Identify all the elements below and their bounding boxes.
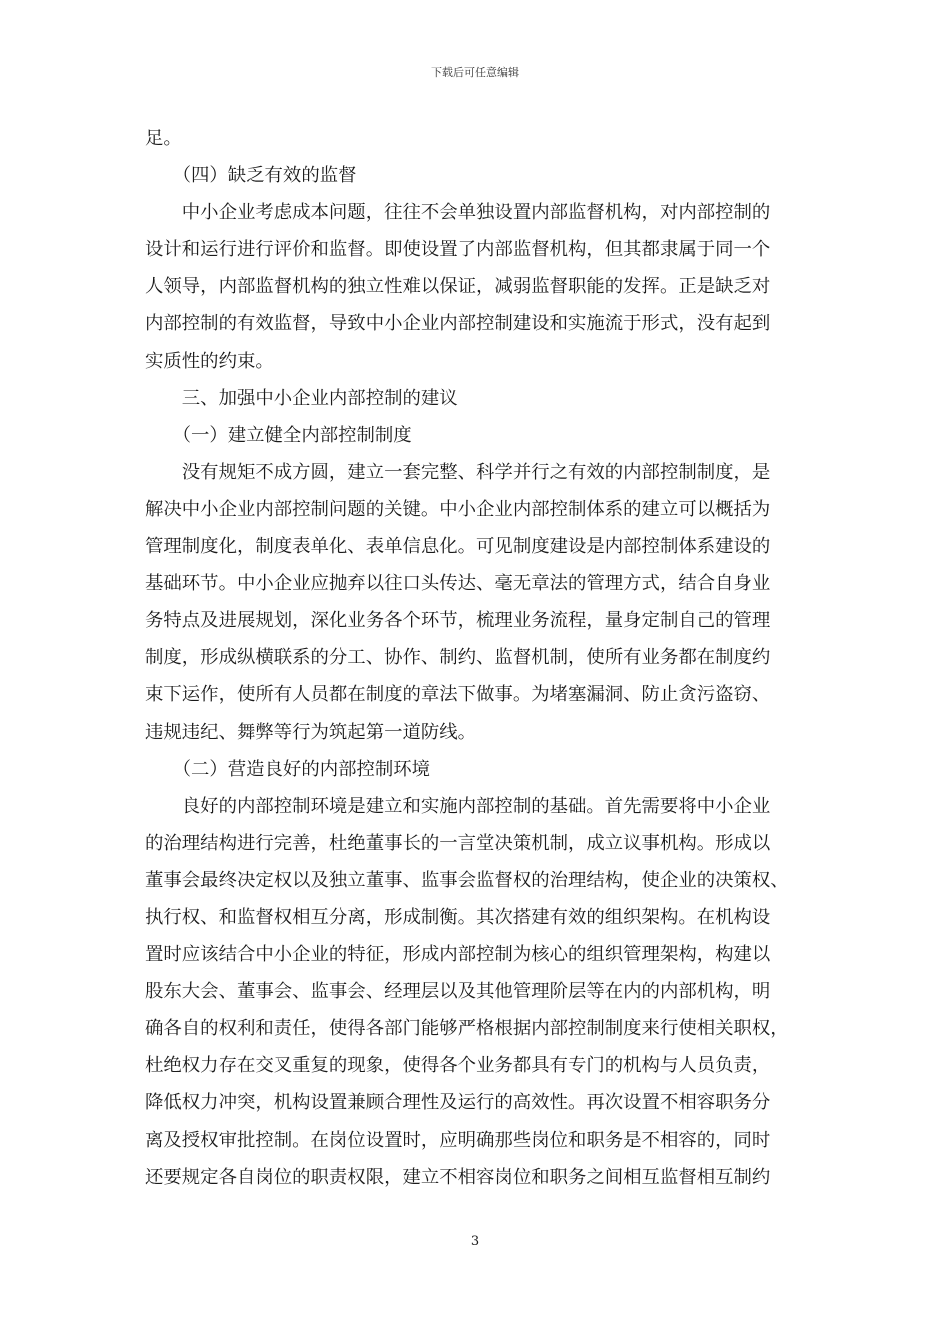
text-line: 还要规定各自岗位的职责权限，建立不相容岗位和职务之间相互监督相互制约 (145, 1166, 771, 1188)
text-line: 三、加强中小企业内部控制的建议 (145, 387, 458, 409)
text-line: 解决中小企业内部控制问题的关键。中小企业内部控制体系的建立可以概括为 (145, 498, 771, 520)
text-line: 务特点及进展规划，深化业务各个环节，梳理业务流程，量身定制自己的管理 (145, 610, 771, 632)
text-line: 内部控制的有效监督，导致中小企业内部控制建设和实施流于形式，没有起到 (145, 313, 771, 335)
text-line: 杜绝权力存在交叉重复的现象，使得各个业务都具有专门的机构与人员负责， (145, 1055, 771, 1077)
text-line: 确各自的权利和责任，使得各部门能够严格根据内部控制制度来行使相关职权， (145, 1018, 789, 1040)
text-line: 中小企业考虑成本问题，往往不会单独设置内部监督机构，对内部控制的 (145, 202, 771, 224)
text-line: 基础环节。中小企业应抛弃以往口头传达、毫无章法的管理方式，结合自身业 (145, 573, 771, 595)
text-line: 实质性的约束。 (145, 350, 274, 372)
text-line: （四）缺乏有效的监督 (145, 165, 357, 187)
text-line: 制度，形成纵横联系的分工、协作、制约、监督机制，使所有业务都在制度约 (145, 647, 771, 669)
text-line: 没有规矩不成方圆，建立一套完整、科学并行之有效的内部控制制度，是 (145, 461, 771, 483)
page-header: 下载后可任意编辑 (431, 66, 519, 79)
text-line: 的治理结构进行完善，杜绝董事长的一言堂决策机制，成立议事机构。形成以 (145, 832, 771, 854)
text-line: 良好的内部控制环境是建立和实施内部控制的基础。首先需要将中小企业 (145, 795, 771, 817)
text-line: 离及授权审批控制。在岗位设置时，应明确那些岗位和职务是不相容的，同时 (145, 1129, 771, 1151)
text-line: （一）建立健全内部控制制度 (145, 424, 412, 446)
text-line: （二）营造良好的内部控制环境 (145, 758, 431, 780)
text-line: 足。 (145, 128, 182, 149)
text-line: 执行权、和监督权相互分离，形成制衡。其次搭建有效的组织架构。在机构设 (145, 906, 771, 928)
text-line: 降低权力冲突，机构设置兼顾合理性及运行的高效性。再次设置不相容职务分 (145, 1092, 771, 1114)
text-line: 管理制度化，制度表单化、表单信息化。可见制度建设是内部控制体系建设的 (145, 536, 771, 558)
body-text (145, 120, 809, 1196)
text-line: 违规违纪、舞弊等行为筑起第一道防线。 (145, 721, 477, 743)
text-line: 束下运作，使所有人员都在制度的章法下做事。为堵塞漏洞、防止贪污盗窃、 (145, 684, 771, 706)
text-line: 设计和运行进行评价和监督。即使设置了内部监督机构，但其都隶属于同一个 (145, 239, 771, 261)
text-line: 股东大会、董事会、监事会、经理层以及其他管理阶层等在内的内部机构，明 (145, 981, 771, 1003)
text-line: 董事会最终决定权以及独立董事、监事会监督权的治理结构，使企业的决策权、 (145, 869, 789, 891)
text-line: 人领导，内部监督机构的独立性难以保证，减弱监督职能的发挥。正是缺乏对 (145, 276, 771, 298)
page-number: 3 (470, 1234, 480, 1249)
text-line: 置时应该结合中小企业的特征，形成内部控制为核心的组织管理架构，构建以 (145, 944, 771, 966)
